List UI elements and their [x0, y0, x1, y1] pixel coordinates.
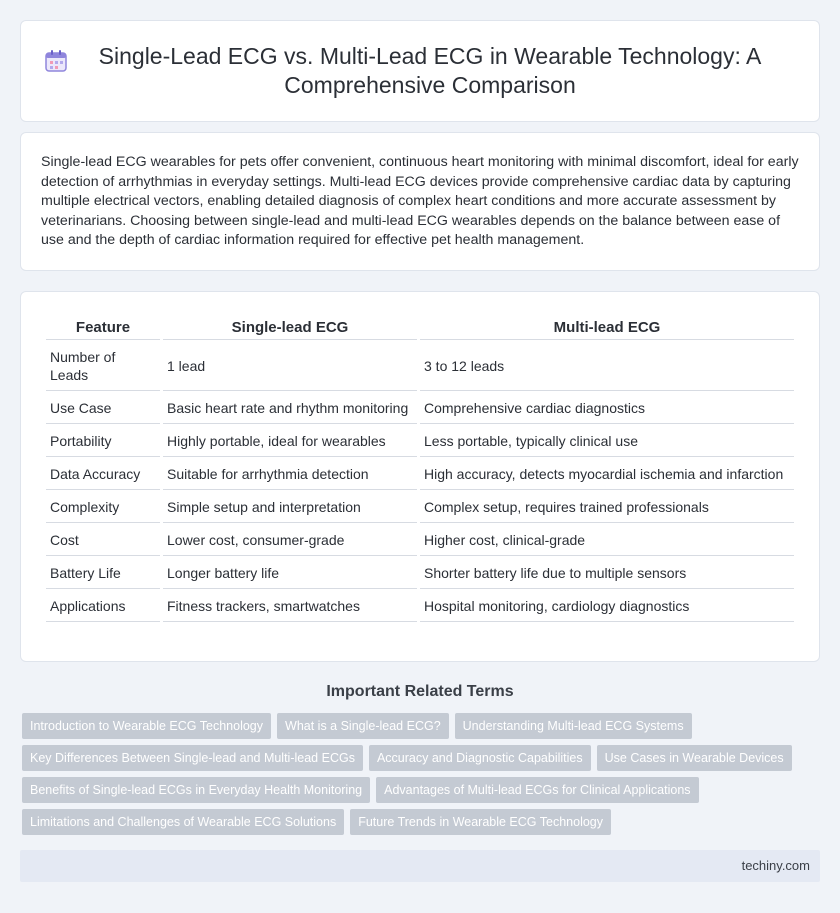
- page-title: Single-Lead ECG vs. Multi-Lead ECG in Wearable Technology: A Comprehensive Comparison: [98, 43, 762, 98]
- multi-lead-cell: Higher cost, clinical-grade: [420, 525, 794, 556]
- related-term-link[interactable]: Use Cases in Wearable Devices: [597, 745, 792, 771]
- related-term-link[interactable]: Limitations and Challenges of Wearable ECG Solutions: [22, 809, 344, 835]
- column-header-single-lead: Single-lead ECG: [163, 314, 417, 340]
- single-lead-cell: Basic heart rate and rhythm monitoring: [163, 393, 417, 424]
- table-row: [46, 525, 794, 556]
- table-row: [46, 342, 794, 391]
- table-row: [46, 426, 794, 457]
- multi-lead-cell: Shorter battery life due to multiple sensors: [420, 558, 794, 589]
- multi-lead-cell: High accuracy, detects myocardial ischemia and infarction: [420, 459, 794, 490]
- feature-cell: Applications: [46, 591, 160, 622]
- table-row: [46, 558, 794, 589]
- summary-text: Single-lead ECG wearables for pets offer convenient, continuous heart monitoring with minimal discomfort, ideal for early detection of arrhythmias in everyday settings. Multi-lead ECG devices provide comprehensive cardiac data by capturing multiple electrical vectors, enabling detailed diagnosis of complex heart conditions and more accurate assessment by veterinarians. Choosing between single-lead and multi-lead ECG wearables depends on the balance between ease of use and the depth of cardiac information required for effective pet health management.: [41, 154, 799, 249]
- column-header-multi-lead: Multi-lead ECG: [420, 314, 794, 340]
- feature-cell: Cost: [46, 525, 160, 556]
- table-row: [46, 393, 794, 424]
- related-terms-heading: Important Related Terms: [326, 683, 514, 700]
- feature-cell: Battery Life: [46, 558, 160, 589]
- single-lead-cell: Fitness trackers, smartwatches: [163, 591, 417, 622]
- table-header-row: [46, 314, 794, 340]
- single-lead-cell: Suitable for arrhythmia detection: [163, 459, 417, 490]
- related-term-link[interactable]: Understanding Multi-lead ECG Systems: [455, 713, 692, 739]
- table-row: [46, 492, 794, 523]
- related-term-link[interactable]: Benefits of Single-lead ECGs in Everyday Health Monitoring: [22, 777, 370, 803]
- comparison-table-card: [20, 291, 820, 662]
- header-inner: [61, 21, 779, 121]
- single-lead-cell: Simple setup and interpretation: [163, 492, 417, 523]
- multi-lead-cell: 3 to 12 leads: [420, 342, 794, 391]
- feature-cell: Portability: [46, 426, 160, 457]
- footer-brand[interactable]: techiny.com: [741, 858, 810, 873]
- feature-cell: Number of Leads: [46, 342, 160, 391]
- feature-cell: Complexity: [46, 492, 160, 523]
- multi-lead-cell: Hospital monitoring, cardiology diagnostics: [420, 591, 794, 622]
- single-lead-cell: Highly portable, ideal for wearables: [163, 426, 417, 457]
- related-term-link[interactable]: Introduction to Wearable ECG Technology: [22, 713, 271, 739]
- related-term-link[interactable]: Advantages of Multi-lead ECGs for Clinical Applications: [376, 777, 698, 803]
- comparison-table: [43, 312, 797, 624]
- table-row: [46, 459, 794, 490]
- feature-cell: Data Accuracy: [46, 459, 160, 490]
- header-card: [20, 20, 820, 122]
- table-row: [46, 591, 794, 622]
- multi-lead-cell: Comprehensive cardiac diagnostics: [420, 393, 794, 424]
- multi-lead-cell: Complex setup, requires trained professionals: [420, 492, 794, 523]
- footer-bar: [20, 850, 820, 882]
- related-term-link[interactable]: Future Trends in Wearable ECG Technology: [350, 809, 611, 835]
- related-term-link[interactable]: Key Differences Between Single-lead and Multi-lead ECGs: [22, 745, 363, 771]
- feature-cell: Use Case: [46, 393, 160, 424]
- single-lead-cell: 1 lead: [163, 342, 417, 391]
- related-term-link[interactable]: What is a Single-lead ECG?: [277, 713, 449, 739]
- single-lead-cell: Lower cost, consumer-grade: [163, 525, 417, 556]
- related-term-link[interactable]: Accuracy and Diagnostic Capabilities: [369, 745, 591, 771]
- column-header-feature: Feature: [46, 314, 160, 340]
- single-lead-cell: Longer battery life: [163, 558, 417, 589]
- multi-lead-cell: Less portable, typically clinical use: [420, 426, 794, 457]
- summary-card: [20, 132, 820, 271]
- related-terms-list: [22, 713, 822, 835]
